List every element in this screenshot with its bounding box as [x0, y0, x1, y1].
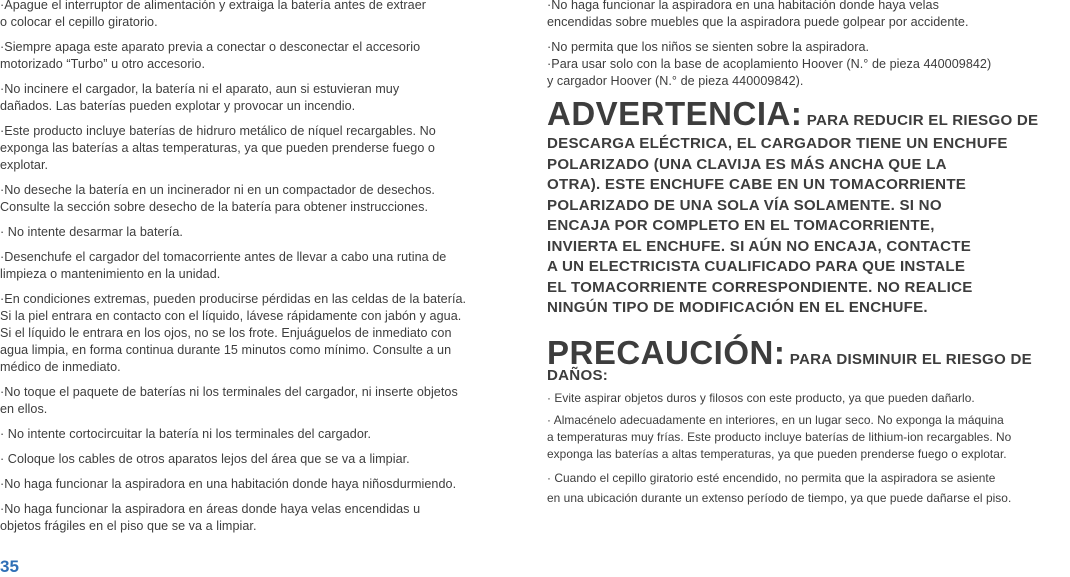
caution-heading-line — [547, 335, 1069, 376]
caution-list — [547, 390, 1069, 508]
safety-item-cell-leakage: ·En condiciones extremas, pueden producirse pérdidas en las celdas de la batería. Si la piel entrara en contacto con el líquido, lávese rápidamente con jabón y agua. Si el líquido le entrara en los ojos, no se los frote. Enjuáguelos de inmediato con agua limpia, en forma continua durante 15 minutos como mínimo. Consulte a un médico de inmediato. — [0, 292, 467, 374]
warning-first-line: PARA REDUCIR EL RIESGO DE — [806, 112, 1039, 129]
caution-body: DAÑOS: — [547, 366, 609, 384]
warning-title: ADVERTENCIA: — [547, 95, 803, 132]
safety-item-no-short-circuit: · No intente cortocircuitar la batería ni los terminales del cargador. — [0, 427, 371, 441]
safety-item-no-incinerate: ·No incinere el cargador, la batería ni el aparato, aun si estuvieran muy dañados. Las baterías pueden explotar y provocar un incendio. — [0, 82, 400, 113]
safety-item-battery-disposal: ·No deseche la batería en un incinerador ni en un compactador de desechos. Consulte la sección sobre desecho de la batería para obtener instrucciones. — [0, 183, 435, 214]
warning-block — [547, 96, 1069, 319]
safety-item-cables-away: · Coloque los cables de otros aparatos lejos del área que se va a limpiar. — [0, 452, 410, 466]
safety-item-candles-fragile: ·No haga funcionar la aspiradora en áreas donde haya velas encendidas u objetos frágiles en el piso que se va a limpiar. — [0, 502, 421, 533]
safety-item-no-disassemble: · No intente desarmar la batería. — [0, 225, 183, 239]
safety-item-candles-furniture: ·No haga funcionar la aspiradora en una habitación donde haya velas encendidas sobre muebles que la aspiradora puede golpear por accidente. — [547, 0, 969, 29]
safety-item-unplug-charger: ·Desenchufe el cargador del tomacorriente antes de llevar a cabo una rutina de limpieza o mantenimiento en la unidad. — [0, 250, 447, 281]
caution-item-hard-objects: · Evite aspirar objetos duros y filosos con este producto, ya que pueden dañarlo. — [547, 390, 975, 405]
caution-item-storage: · Almacénelo adecuadamente en interiores, en un lugar seco. No exponga la máquina a temperaturas muy frías. Este producto incluye baterías de lithium-ion recargables. No exponga las baterías a altas temperaturas, ya que pueden prenderse fuego o explotar. — [547, 412, 1012, 461]
caution-title: PRECAUCIÓN: — [547, 333, 786, 371]
caution-first-line: PARA DISMINUIR EL RIESGO DE — [789, 350, 1032, 368]
safety-item-turbo-accessory: ·Siempre apaga este aparato previa a conectar o desconectar el accesorio motorizado “Turbo” u otro accesorio. — [0, 40, 421, 71]
caution-item-brushroll: · Cuando el cepillo giratorio esté encendido, no permita que la aspiradora se asiente en una ubicación durante un extenso período de tiempo, ya que puede dañarse el piso. — [547, 470, 1012, 505]
caution-block — [547, 335, 1069, 384]
warning-heading-line — [547, 96, 1069, 139]
safety-item-sleeping-children: ·No haga funcionar la aspiradora en una habitación donde haya niñosdurmiendo. — [0, 477, 457, 491]
safety-item-nimh-battery: ·Este producto incluye baterías de hidruro metálico de níquel recargables. No exponga las baterías a altas temperaturas, ya que pueden prenderse fuego o explotar. — [0, 124, 436, 172]
warning-body: DESCARGA ELÉCTRICA, EL CARGADOR TIENE UN ENCHUFE POLARIZADO (UNA CLAVIJA ES MÁS ANCHA QUE LA OTRA). ESTE ENCHUFE CABE EN UN TOMACORRIENTE POLARIZADO DE UNA SOLA VÍA SOLAMENTE. SI NO ENCAJA POR COMPLETO EN EL TOMACORRIENTE, INVIERTA EL ENCHUFE. SI AÚN NO ENCAJA, CONTACTE A UN ELECTRICISTA CUALIFICADO PARA QUE INSTALE EL TOMACORRIENTE CORRESPONDIENTE. NO REALICE NINGÚN TIPO DE MODIFICACIÓN EN EL ENCHUFE. — [547, 135, 1008, 316]
page-number: 35 — [0, 557, 19, 576]
safety-item-children-docking: ·No permita que los niños se sienten sobre la aspiradora. ·Para usar solo con la base de acoplamiento Hoover (N.° de pieza 440009842) y cargador Hoover (N.° de pieza 440009842). — [547, 40, 992, 88]
safety-item-switch-off: ·Apague el interruptor de alimentación y extraiga la batería antes de extraer o colocar el cepillo giratorio. — [0, 0, 426, 29]
right-column — [547, 0, 1069, 516]
safety-item-no-touch-terminals: ·No toque el paquete de baterías ni los terminales del cargador, ni inserte objetos en ellos. — [0, 385, 458, 416]
left-column — [0, 0, 525, 535]
